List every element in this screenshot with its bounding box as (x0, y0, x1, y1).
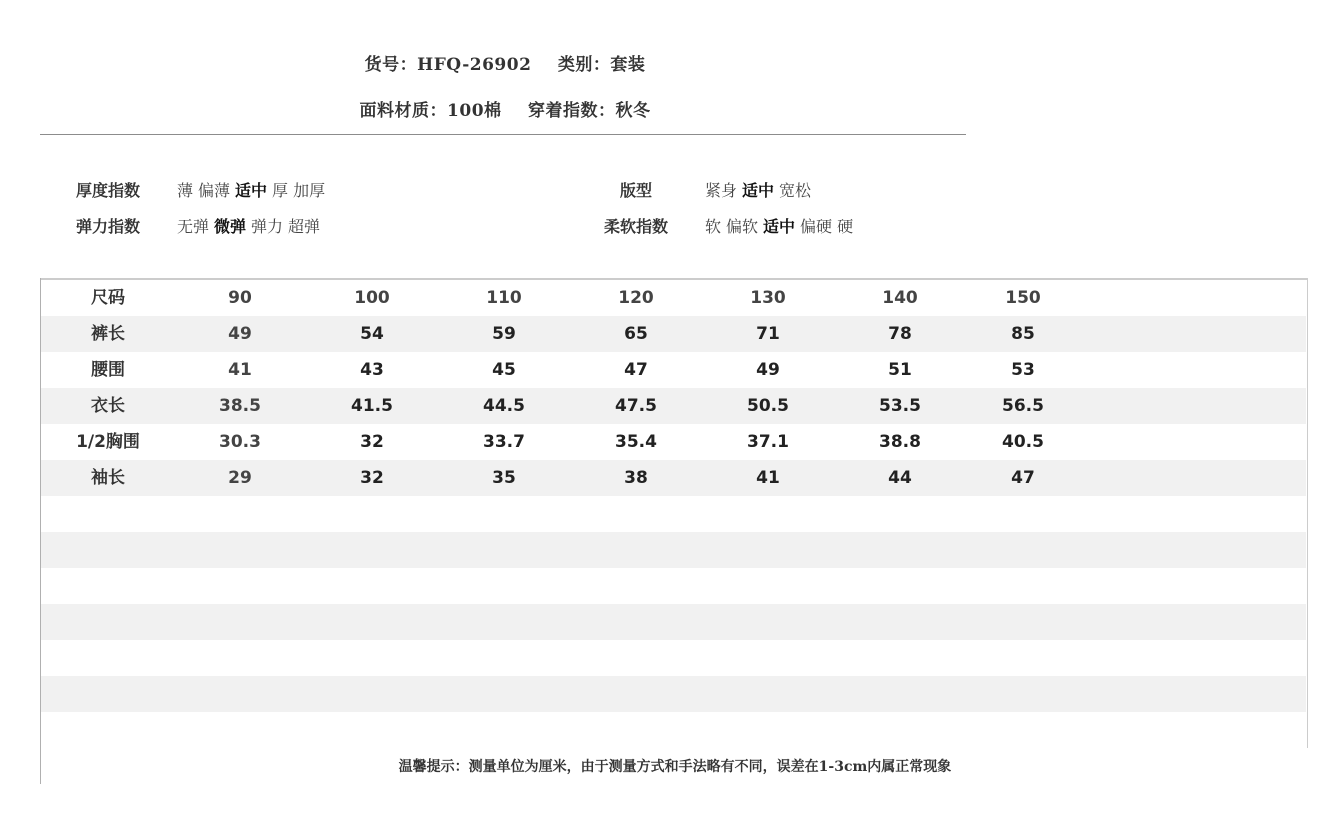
table-cell: 38.8 (879, 432, 921, 452)
table-row (41, 388, 1306, 424)
empty-table-row (41, 640, 1306, 676)
attr-option-softness-2: 适中 (763, 217, 796, 236)
table-cell: 130 (750, 288, 786, 308)
table-cell: 100 (354, 288, 390, 308)
table-cell: 29 (228, 468, 252, 488)
empty-table-row (41, 568, 1306, 604)
table-cell: 35 (492, 468, 516, 488)
row-header-cell: 衣长 (91, 396, 125, 416)
attr-option-softness-0: 软 (705, 217, 722, 236)
table-cell: 110 (486, 288, 522, 308)
table-row (41, 460, 1306, 496)
table-cell: 120 (618, 288, 654, 308)
table-cell: 65 (624, 324, 648, 344)
table-cell: 47.5 (615, 396, 657, 416)
row-header-cell: 腰围 (91, 360, 125, 380)
table-cell: 33.7 (483, 432, 525, 452)
header-divider (40, 134, 966, 135)
footer-note: 温馨提示：测量单位为厘米，由于测量方式和手法略有不同，误差在1-3cm内属正常现象 (398, 759, 952, 775)
attr-label-fit: 版型 (619, 181, 652, 200)
table-left-border (40, 278, 41, 784)
table-cell: 47 (624, 360, 648, 380)
table-cell: 40.5 (1002, 432, 1044, 452)
table-cell: 56.5 (1002, 396, 1044, 416)
table-cell: 35.4 (615, 432, 657, 452)
table-cell: 85 (1011, 324, 1035, 344)
table-cell: 78 (888, 324, 912, 344)
table-cell: 41 (756, 468, 780, 488)
table-cell: 45 (492, 360, 516, 380)
table-cell: 53 (1011, 360, 1035, 380)
attr-option-fit-1: 适中 (742, 181, 775, 200)
table-row (41, 352, 1306, 388)
table-row (41, 280, 1306, 316)
attr-option-thickness-4: 加厚 (293, 181, 326, 200)
attr-option-elasticity-1: 微弹 (214, 217, 247, 236)
attr-option-fit-0: 紧身 (705, 181, 738, 200)
attr-option-thickness-2: 适中 (235, 181, 268, 200)
attr-option-softness-4: 硬 (837, 217, 854, 236)
item-number: 货号：HFQ-26902 (364, 55, 532, 75)
row-header-cell: 尺码 (91, 288, 125, 308)
attr-label-thickness: 厚度指数 (75, 181, 140, 200)
wear-index: 穿着指数：秋冬 (527, 101, 651, 121)
attr-options-thickness (177, 178, 330, 201)
empty-table-row (41, 532, 1306, 568)
attr-option-elasticity-2: 弹力 (251, 217, 284, 236)
table-cell: 41.5 (351, 396, 393, 416)
table-cell: 44.5 (483, 396, 525, 416)
table-cell: 49 (228, 324, 252, 344)
empty-table-row (41, 712, 1306, 748)
table-cell: 59 (492, 324, 516, 344)
attr-option-thickness-0: 薄 (177, 181, 194, 200)
table-cell: 50.5 (747, 396, 789, 416)
attr-label-elasticity: 弹力指数 (75, 217, 140, 236)
table-cell: 43 (360, 360, 384, 380)
table-cell: 32 (360, 432, 384, 452)
attr-label-softness: 柔软指数 (603, 217, 668, 236)
empty-table-row (41, 676, 1306, 712)
table-cell: 71 (756, 324, 780, 344)
table-cell: 32 (360, 468, 384, 488)
table-cell: 90 (228, 288, 252, 308)
table-cell: 47 (1011, 468, 1035, 488)
attr-option-thickness-1: 偏薄 (198, 181, 231, 200)
table-cell: 49 (756, 360, 780, 380)
attr-options-elasticity (177, 214, 325, 237)
row-header-cell: 裤长 (91, 324, 125, 344)
table-cell: 54 (360, 324, 384, 344)
empty-table-row (41, 604, 1306, 640)
table-row (41, 424, 1306, 460)
table-cell: 30.3 (219, 432, 261, 452)
empty-table-row (41, 496, 1306, 532)
attr-option-elasticity-0: 无弹 (177, 217, 210, 236)
table-cell: 38 (624, 468, 648, 488)
header-line-1 (0, 50, 1010, 75)
table-cell: 37.1 (747, 432, 789, 452)
size-table (40, 278, 1308, 748)
category: 类别：套装 (557, 55, 646, 75)
row-header-cell: 1/2胸围 (76, 432, 140, 452)
attr-options-fit (705, 178, 816, 201)
table-cell: 150 (1005, 288, 1041, 308)
row-header-cell: 袖长 (91, 468, 125, 488)
header-line-2 (0, 96, 1010, 121)
table-cell: 44 (888, 468, 912, 488)
attr-options-softness (705, 214, 858, 237)
attr-option-softness-1: 偏软 (726, 217, 759, 236)
table-cell: 41 (228, 360, 252, 380)
attr-option-elasticity-3: 超弹 (288, 217, 321, 236)
table-cell: 140 (882, 288, 918, 308)
attr-option-softness-3: 偏硬 (800, 217, 833, 236)
table-row (41, 316, 1306, 352)
table-cell: 53.5 (879, 396, 921, 416)
table-cell: 38.5 (219, 396, 261, 416)
table-cell: 51 (888, 360, 912, 380)
attr-option-fit-2: 宽松 (779, 181, 812, 200)
material: 面料材质：100棉 (359, 101, 502, 121)
attr-option-thickness-3: 厚 (272, 181, 289, 200)
